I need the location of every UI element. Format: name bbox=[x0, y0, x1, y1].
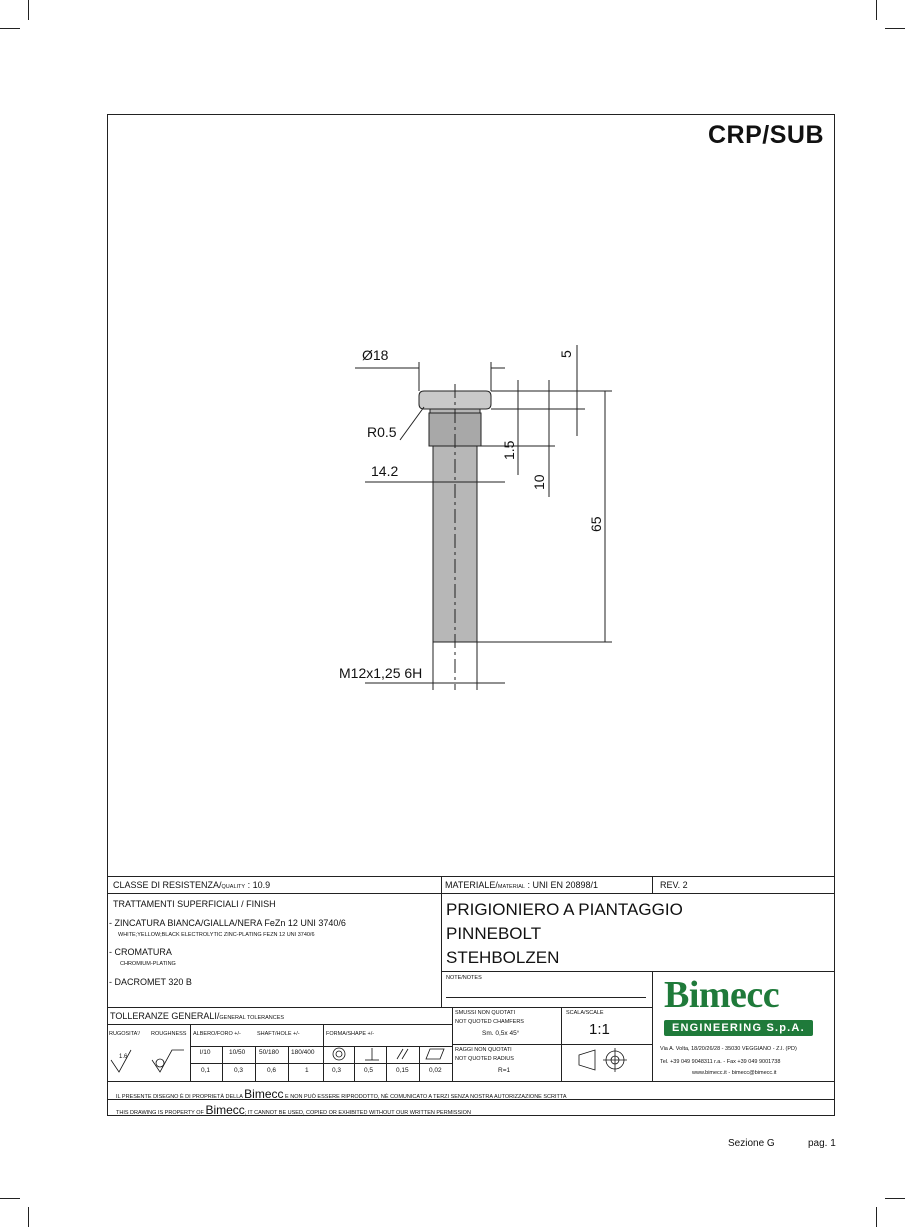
material-label: MATERIALE/MATERIAL : UNI EN 20898/1 bbox=[445, 880, 599, 890]
property-it: IL PRESENTE DISEGNO È DI PROPRIETÀ DELLA Bimecc E NON PUÒ ESSERE RIPRODOTTO, NÈ COMUNICATO A TERZI SENZA NOSTRA AUTORIZZAZIONE SCRITTA bbox=[116, 1087, 567, 1101]
dim-knurl-diameter: 14.2 bbox=[371, 463, 399, 479]
finish-3: - DACROMET 320 B bbox=[109, 977, 192, 987]
dim-head-height: 5 bbox=[558, 350, 574, 358]
dim-radius: R0.5 bbox=[367, 424, 397, 440]
title-de: STEHBOLZEN bbox=[446, 948, 560, 967]
crop-mark bbox=[876, 1207, 877, 1227]
company-sub: ENGINEERING S.p.A. bbox=[664, 1020, 813, 1036]
crop-mark bbox=[0, 1198, 20, 1199]
form-value-1: 0,3 bbox=[332, 1067, 342, 1074]
roughness-symbols bbox=[108, 1046, 188, 1080]
roughness-value: 1.6 bbox=[119, 1054, 128, 1060]
form-symbols bbox=[323, 1046, 452, 1063]
tol-value-1: 0,1 bbox=[201, 1067, 211, 1074]
lengths-label: ALBERO/FORO +/- bbox=[193, 1031, 241, 1037]
dim-step: 1.5 bbox=[501, 440, 517, 460]
scale-value: 1:1 bbox=[589, 1021, 610, 1038]
dim-knurl-length: 10 bbox=[531, 474, 547, 490]
address: Via A. Volta, 18/20/26/28 - 35030 VEGGIANO - Z.I. (PD) bbox=[660, 1046, 797, 1052]
company-logo: Bimecc bbox=[664, 974, 780, 1016]
tol-range-4: 180/400 bbox=[291, 1049, 315, 1056]
finish-1-en: WHITE;YELLOW;BLACK ELECTROLYTIC ZINC-PLATING FEZN 12 UNI 3740/6 bbox=[118, 932, 315, 938]
form-label: FORMA/SHAPE +/- bbox=[326, 1031, 375, 1037]
web: www.bimecc.it - bimecc@bimecc.it bbox=[692, 1070, 777, 1076]
notes-label: NOTE/NOTES bbox=[446, 975, 482, 981]
dim-total-length: 65 bbox=[588, 516, 604, 532]
drawing-code: CRP/SUB bbox=[707, 121, 824, 149]
section-label: Sezione G bbox=[728, 1138, 775, 1149]
projection-symbol bbox=[570, 1047, 634, 1075]
title-en: PINNEBOLT bbox=[446, 924, 542, 943]
page-number: pag. 1 bbox=[808, 1138, 836, 1149]
tol-range-1: l/10 bbox=[200, 1049, 211, 1056]
rugosity-label: RUGOSITA'/ bbox=[109, 1031, 140, 1037]
chamfer-label: SMUSSI NON QUOTATI bbox=[455, 1010, 515, 1016]
tol-range-3: 50/180 bbox=[259, 1049, 279, 1056]
tol-value-4: 1 bbox=[305, 1067, 309, 1074]
revision: REV. 2 bbox=[660, 880, 688, 890]
radius-label-en: NOT QUOTED RADIUS bbox=[455, 1056, 514, 1062]
finish-header: TRATTAMENTI SUPERFICIALI / FINISH bbox=[113, 899, 276, 909]
finish-2-en: CHROMIUM-PLATING bbox=[120, 961, 176, 967]
chamfer-value: Sm. 0,5x 45° bbox=[482, 1030, 520, 1037]
roughness-label: ROUGHNESS bbox=[151, 1031, 187, 1037]
radius-label: RAGGI NON QUOTATI bbox=[455, 1047, 512, 1053]
tol-value-2: 0,3 bbox=[234, 1067, 244, 1074]
form-value-4: 0,02 bbox=[429, 1067, 442, 1074]
tol-range-2: 10/50 bbox=[229, 1049, 246, 1056]
tol-value-3: 0,6 bbox=[267, 1067, 277, 1074]
finish-2: - CROMATURA bbox=[109, 947, 172, 957]
phone: Tel. +39 049 9048311 r.a. - Fax +39 049 9001738 bbox=[660, 1059, 781, 1065]
dim-thread: M12x1,25 6H bbox=[339, 665, 423, 681]
property-en: THIS DRAWING IS PROPERTY OF Bimecc; IT CANNOT BE USED, COPIED OR EXHIBITED WITHOUT OUR WRITTEN PERMISSION bbox=[116, 1103, 471, 1117]
title-it: PRIGIONIERO A PIANTAGGIO bbox=[446, 900, 683, 919]
resistance-class-label: CLASSE DI RESISTENZA/QUALITY : 10.9 bbox=[113, 880, 271, 890]
scale-label: SCALA/SCALE bbox=[566, 1010, 604, 1016]
tolerances-label: TOLLERANZE GENERALI/GENERAL TOLERANCES bbox=[110, 1011, 285, 1021]
crop-mark bbox=[885, 1198, 905, 1199]
finish-1: - ZINCATURA BIANCA/GIALLA/NERA FeZn 12 UNI 3740/6 bbox=[109, 918, 346, 928]
form-value-3: 0,15 bbox=[396, 1067, 409, 1074]
chamfer-label-en: NOT QUOTED CHAMFERS bbox=[455, 1019, 524, 1025]
radius-value: R=1 bbox=[498, 1067, 511, 1074]
shaft-label: SHAFT/HOLE +/- bbox=[257, 1031, 300, 1037]
crop-mark bbox=[28, 1207, 29, 1227]
form-value-2: 0,5 bbox=[364, 1067, 374, 1074]
dim-head-diameter: Ø18 bbox=[362, 347, 389, 363]
